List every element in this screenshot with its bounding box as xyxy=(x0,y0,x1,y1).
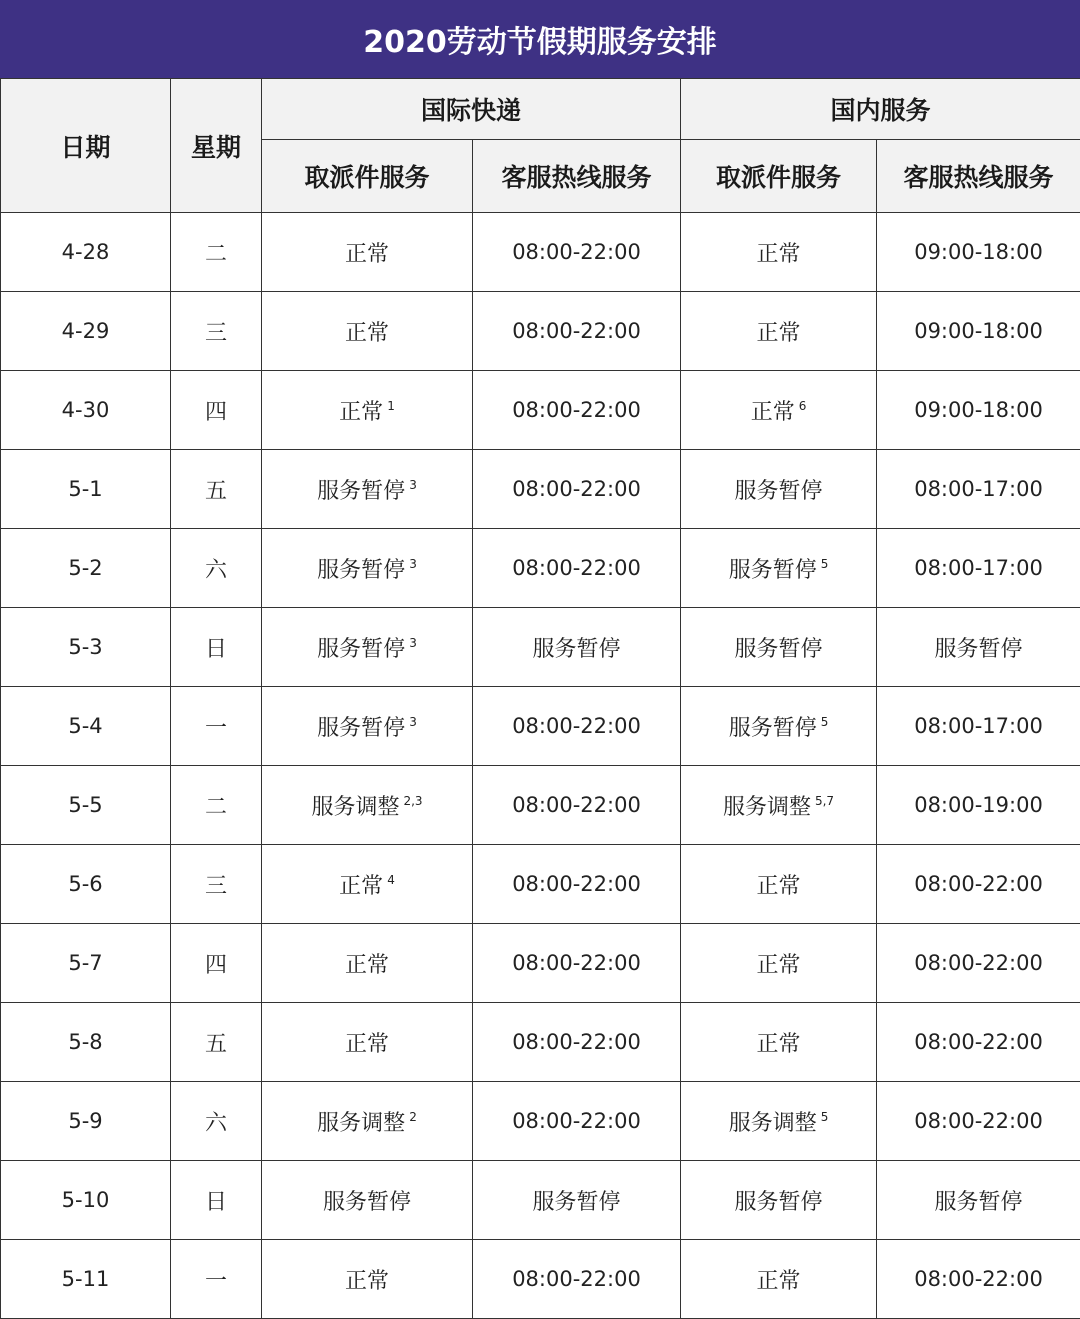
cell-date xyxy=(1,292,171,371)
cell-intl-pickup-text: 服务调整 xyxy=(317,1110,406,1136)
cell-intl-pickup xyxy=(262,845,473,924)
cell-intl-pickup xyxy=(262,1161,473,1240)
cell-domestic-hotline-text: 服务暂停 xyxy=(934,636,1023,662)
cell-date-text: 5-4 xyxy=(68,714,103,738)
cell-domestic-pickup-text: 正常 xyxy=(750,399,795,425)
cell-intl-pickup-text: 服务调整 xyxy=(311,794,400,820)
cell-weekday xyxy=(171,1240,262,1319)
cell-intl-pickup xyxy=(262,371,473,450)
cell-weekday-text: 二 xyxy=(204,241,227,267)
cell-domestic-pickup xyxy=(681,213,877,292)
cell-domestic-hotline-text: 服务暂停 xyxy=(934,1189,1023,1215)
cell-domestic-pickup-text: 正常 xyxy=(756,320,801,346)
page-title: 2020劳动节假期服务安排 xyxy=(0,0,1080,78)
cell-domestic-pickup xyxy=(681,1082,877,1161)
cell-intl-hotline xyxy=(473,1003,681,1082)
cell-intl-pickup-text: 服务暂停 xyxy=(317,478,406,504)
cell-weekday-text: 日 xyxy=(204,636,227,662)
cell-date-text: 5-3 xyxy=(68,635,103,659)
cell-domestic-hotline xyxy=(877,766,1080,845)
cell-date xyxy=(1,687,171,766)
cell-weekday xyxy=(171,450,262,529)
cell-intl-hotline-text: 08:00-22:00 xyxy=(512,872,641,896)
cell-domestic-pickup xyxy=(681,1003,877,1082)
cell-weekday-text: 五 xyxy=(204,1031,227,1057)
cell-domestic-pickup xyxy=(681,1161,877,1240)
header-intl-hotline: 客服热线服务 xyxy=(473,140,681,213)
table-body xyxy=(1,213,1080,1319)
cell-domestic-pickup xyxy=(681,1240,877,1319)
cell-domestic-hotline-text: 08:00-17:00 xyxy=(914,477,1043,501)
cell-intl-hotline xyxy=(473,1240,681,1319)
cell-intl-hotline-text: 08:00-22:00 xyxy=(512,556,641,580)
cell-intl-pickup-text: 服务暂停 xyxy=(317,636,406,662)
cell-domestic-hotline xyxy=(877,1003,1080,1082)
cell-domestic-pickup xyxy=(681,371,877,450)
cell-domestic-hotline xyxy=(877,1082,1080,1161)
cell-intl-hotline xyxy=(473,529,681,608)
cell-date-text: 5-1 xyxy=(68,477,103,501)
table-row xyxy=(1,845,1080,924)
cell-domestic-pickup-text: 服务暂停 xyxy=(734,478,823,504)
cell-weekday-text: 四 xyxy=(204,399,227,425)
cell-domestic-hotline-text: 09:00-18:00 xyxy=(914,398,1043,422)
cell-domestic-pickup xyxy=(681,845,877,924)
cell-date xyxy=(1,1003,171,1082)
cell-date-text: 5-11 xyxy=(61,1267,110,1291)
cell-intl-hotline xyxy=(473,845,681,924)
cell-weekday xyxy=(171,1161,262,1240)
cell-date xyxy=(1,1240,171,1319)
cell-domestic-hotline xyxy=(877,371,1080,450)
cell-intl-hotline-text: 08:00-22:00 xyxy=(512,477,641,501)
cell-intl-pickup-text: 正常 xyxy=(344,1268,389,1294)
cell-weekday xyxy=(171,1082,262,1161)
cell-domestic-hotline-text: 08:00-17:00 xyxy=(914,714,1043,738)
cell-domestic-pickup xyxy=(681,450,877,529)
cell-weekday-text: 一 xyxy=(204,715,227,741)
cell-weekday xyxy=(171,845,262,924)
cell-intl-pickup xyxy=(262,213,473,292)
cell-weekday xyxy=(171,292,262,371)
table-row xyxy=(1,766,1080,845)
cell-date-text: 5-9 xyxy=(68,1109,103,1133)
cell-domestic-hotline xyxy=(877,924,1080,1003)
cell-intl-hotline-text: 08:00-22:00 xyxy=(512,793,641,817)
cell-intl-pickup xyxy=(262,687,473,766)
table-row xyxy=(1,1240,1080,1319)
cell-intl-hotline-text: 服务暂停 xyxy=(532,1189,621,1215)
cell-weekday-text: 日 xyxy=(204,1189,227,1215)
cell-date xyxy=(1,608,171,687)
table-row xyxy=(1,292,1080,371)
footnote-marker: 4 xyxy=(387,873,395,888)
table-row xyxy=(1,529,1080,608)
table-row xyxy=(1,608,1080,687)
header-intl-pickup: 取派件服务 xyxy=(262,140,473,213)
cell-intl-hotline xyxy=(473,371,681,450)
footnote-marker: 3 xyxy=(409,715,417,730)
footnote-marker: 3 xyxy=(409,478,417,493)
cell-domestic-hotline-text: 08:00-22:00 xyxy=(914,1109,1043,1133)
footnote-marker: 2 xyxy=(409,1110,417,1125)
cell-date xyxy=(1,766,171,845)
table-row xyxy=(1,371,1080,450)
table-header xyxy=(1,79,1080,213)
cell-date-text: 5-8 xyxy=(68,1030,103,1054)
cell-weekday-text: 三 xyxy=(204,320,227,346)
cell-intl-pickup xyxy=(262,924,473,1003)
schedule-table xyxy=(0,78,1080,1319)
cell-intl-hotline xyxy=(473,766,681,845)
cell-weekday xyxy=(171,924,262,1003)
cell-domestic-hotline xyxy=(877,1240,1080,1319)
cell-domestic-pickup-text: 服务调整 xyxy=(728,1110,817,1136)
cell-intl-hotline-text: 08:00-22:00 xyxy=(512,714,641,738)
cell-date-text: 4-30 xyxy=(61,398,110,422)
cell-intl-hotline-text: 服务暂停 xyxy=(532,636,621,662)
table-row xyxy=(1,450,1080,529)
cell-weekday xyxy=(171,766,262,845)
cell-domestic-pickup-text: 正常 xyxy=(756,241,801,267)
cell-domestic-pickup-text: 服务暂停 xyxy=(728,557,817,583)
cell-date-text: 4-28 xyxy=(61,240,110,264)
cell-intl-hotline xyxy=(473,1161,681,1240)
cell-domestic-hotline-text: 08:00-17:00 xyxy=(914,556,1043,580)
cell-weekday-text: 四 xyxy=(204,952,227,978)
cell-intl-hotline-text: 08:00-22:00 xyxy=(512,1109,641,1133)
footnote-marker: 2,3 xyxy=(403,794,423,809)
cell-domestic-hotline xyxy=(877,1161,1080,1240)
cell-intl-hotline-text: 08:00-22:00 xyxy=(512,1030,641,1054)
cell-domestic-hotline xyxy=(877,450,1080,529)
cell-intl-hotline-text: 08:00-22:00 xyxy=(512,398,641,422)
cell-intl-hotline-text: 08:00-22:00 xyxy=(512,1267,641,1291)
header-domestic-pickup: 取派件服务 xyxy=(681,140,877,213)
cell-weekday-text: 一 xyxy=(204,1268,227,1294)
cell-intl-pickup-text: 服务暂停 xyxy=(317,715,406,741)
cell-intl-hotline xyxy=(473,1082,681,1161)
cell-domestic-pickup-text: 正常 xyxy=(756,1268,801,1294)
cell-domestic-pickup-text: 正常 xyxy=(756,873,801,899)
cell-domestic-hotline xyxy=(877,687,1080,766)
cell-domestic-pickup-text: 正常 xyxy=(756,1031,801,1057)
cell-weekday xyxy=(171,687,262,766)
cell-intl-pickup-text: 正常 xyxy=(344,1031,389,1057)
footnote-marker: 5,7 xyxy=(814,794,835,809)
cell-intl-hotline-text: 08:00-22:00 xyxy=(512,319,641,343)
cell-date xyxy=(1,1082,171,1161)
footnote-marker: 3 xyxy=(409,636,417,651)
cell-domestic-hotline xyxy=(877,213,1080,292)
cell-intl-pickup xyxy=(262,529,473,608)
cell-domestic-pickup xyxy=(681,687,877,766)
cell-intl-pickup-text: 服务暂停 xyxy=(317,557,406,583)
cell-domestic-hotline xyxy=(877,529,1080,608)
cell-date xyxy=(1,1161,171,1240)
cell-domestic-hotline-text: 08:00-19:00 xyxy=(914,793,1043,817)
footnote-marker: 5 xyxy=(820,557,829,572)
cell-domestic-pickup xyxy=(681,608,877,687)
header-weekday: 星期 xyxy=(171,79,262,213)
cell-domestic-hotline xyxy=(877,292,1080,371)
cell-intl-pickup-text: 正常 xyxy=(339,873,384,899)
table-row xyxy=(1,1082,1080,1161)
cell-intl-pickup xyxy=(262,450,473,529)
cell-date-text: 5-2 xyxy=(68,556,103,580)
cell-intl-hotline xyxy=(473,213,681,292)
cell-domestic-pickup-text: 服务暂停 xyxy=(734,1189,823,1215)
cell-domestic-hotline-text: 08:00-22:00 xyxy=(914,872,1043,896)
cell-intl-hotline xyxy=(473,450,681,529)
footnote-marker: 5 xyxy=(820,1110,829,1125)
header-domestic-hotline: 客服热线服务 xyxy=(877,140,1080,213)
header-intl-group: 国际快递 xyxy=(262,79,681,140)
cell-domestic-pickup-text: 正常 xyxy=(756,952,801,978)
cell-intl-pickup xyxy=(262,1240,473,1319)
table-row xyxy=(1,687,1080,766)
table-row xyxy=(1,1003,1080,1082)
cell-domestic-pickup xyxy=(681,292,877,371)
cell-intl-pickup-text: 正常 xyxy=(344,952,389,978)
cell-weekday-text: 二 xyxy=(204,794,227,820)
cell-intl-pickup-text: 服务暂停 xyxy=(322,1189,411,1215)
cell-intl-hotline-text: 08:00-22:00 xyxy=(512,240,641,264)
cell-weekday xyxy=(171,608,262,687)
cell-intl-hotline xyxy=(473,608,681,687)
cell-date xyxy=(1,213,171,292)
cell-date-text: 5-5 xyxy=(68,793,103,817)
footnote-marker: 5 xyxy=(820,715,829,730)
cell-weekday-text: 三 xyxy=(204,873,227,899)
cell-intl-hotline xyxy=(473,687,681,766)
cell-domestic-hotline xyxy=(877,845,1080,924)
cell-intl-hotline xyxy=(473,292,681,371)
cell-intl-pickup xyxy=(262,292,473,371)
cell-date xyxy=(1,924,171,1003)
cell-weekday-text: 六 xyxy=(204,1110,227,1136)
cell-domestic-hotline-text: 09:00-18:00 xyxy=(914,240,1043,264)
cell-domestic-pickup-text: 服务调整 xyxy=(722,794,811,820)
cell-date xyxy=(1,845,171,924)
cell-weekday-text: 五 xyxy=(204,478,227,504)
table-row xyxy=(1,213,1080,292)
cell-intl-pickup xyxy=(262,1082,473,1161)
cell-domestic-pickup-text: 服务暂停 xyxy=(734,636,823,662)
cell-domestic-hotline-text: 08:00-22:00 xyxy=(914,1030,1043,1054)
table-row xyxy=(1,1161,1080,1240)
cell-intl-pickup-text: 正常 xyxy=(344,241,389,267)
cell-domestic-hotline xyxy=(877,608,1080,687)
cell-weekday xyxy=(171,1003,262,1082)
cell-domestic-pickup xyxy=(681,924,877,1003)
cell-date-text: 5-6 xyxy=(68,872,103,896)
cell-domestic-pickup-text: 服务暂停 xyxy=(728,715,817,741)
cell-weekday-text: 六 xyxy=(204,557,227,583)
cell-weekday xyxy=(171,213,262,292)
cell-domestic-hotline-text: 08:00-22:00 xyxy=(914,951,1043,975)
header-domestic-group: 国内服务 xyxy=(681,79,1080,140)
cell-intl-pickup xyxy=(262,608,473,687)
cell-intl-pickup-text: 正常 xyxy=(344,320,389,346)
cell-intl-pickup xyxy=(262,766,473,845)
cell-date xyxy=(1,529,171,608)
header-date: 日期 xyxy=(1,79,171,213)
cell-date-text: 4-29 xyxy=(61,319,110,343)
cell-weekday xyxy=(171,371,262,450)
cell-date-text: 5-7 xyxy=(68,951,103,975)
cell-domestic-hotline-text: 09:00-18:00 xyxy=(914,319,1043,343)
cell-domestic-pickup xyxy=(681,529,877,608)
cell-weekday xyxy=(171,529,262,608)
cell-intl-hotline xyxy=(473,924,681,1003)
footnote-marker: 6 xyxy=(798,399,807,414)
footnote-marker: 1 xyxy=(387,399,395,414)
cell-date-text: 5-10 xyxy=(61,1188,110,1212)
cell-intl-hotline-text: 08:00-22:00 xyxy=(512,951,641,975)
cell-date xyxy=(1,450,171,529)
footnote-marker: 3 xyxy=(409,557,417,572)
cell-domestic-pickup xyxy=(681,766,877,845)
cell-domestic-hotline-text: 08:00-22:00 xyxy=(914,1267,1043,1291)
cell-intl-pickup xyxy=(262,1003,473,1082)
table-row xyxy=(1,924,1080,1003)
cell-date xyxy=(1,371,171,450)
cell-intl-pickup-text: 正常 xyxy=(339,399,384,425)
